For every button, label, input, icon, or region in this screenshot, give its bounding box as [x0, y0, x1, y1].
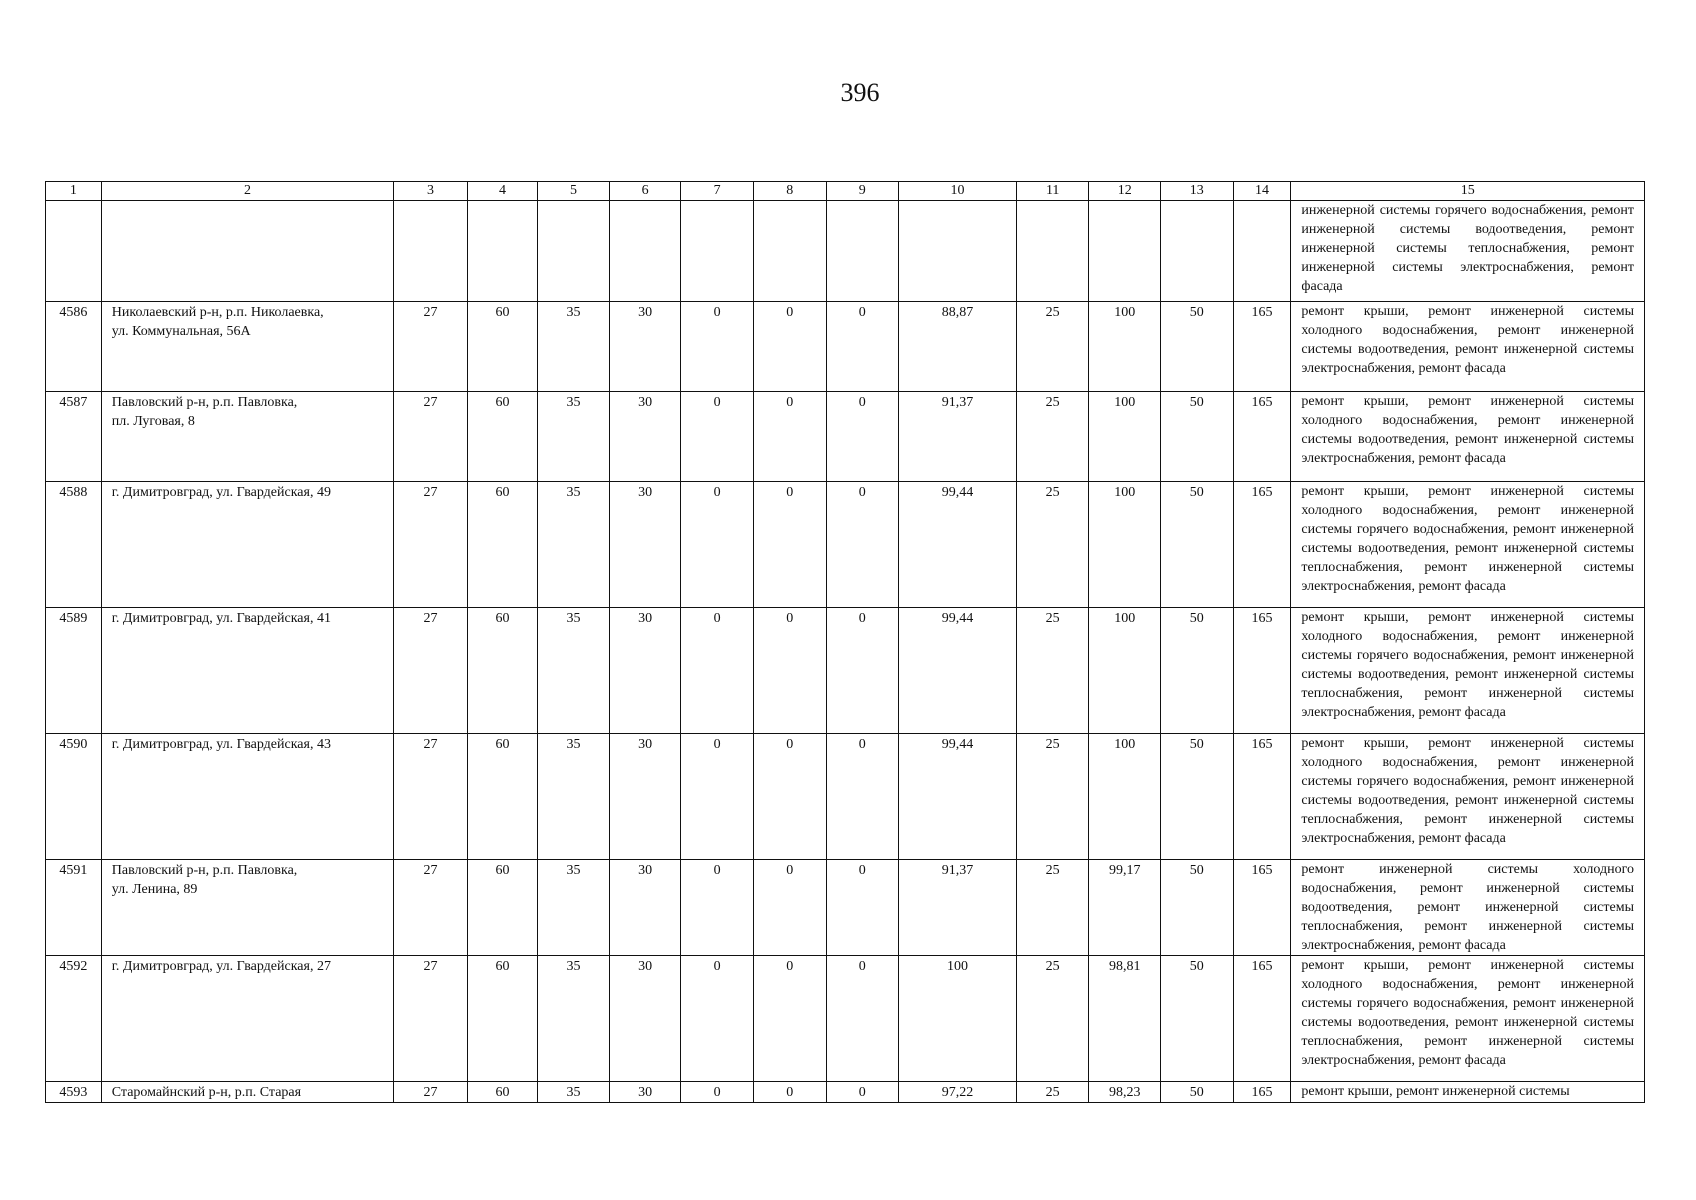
table-cell: [681, 302, 754, 392]
table-cell: [1233, 860, 1291, 956]
cell-value: 25: [1045, 305, 1060, 320]
cell-value: 97,22: [941, 1085, 974, 1100]
table-cell: [753, 956, 826, 1082]
cell-value: 165: [1251, 1085, 1273, 1100]
table-cell: [609, 860, 681, 956]
table-cell: [899, 302, 1017, 392]
cell-value: 88,87: [941, 305, 974, 320]
cell-value: 100: [1114, 611, 1136, 626]
table-cell: [1016, 201, 1089, 302]
table-cell: [46, 392, 102, 482]
table-cell: [609, 302, 681, 392]
cell-value: 165: [1251, 485, 1273, 500]
cell-value: 100: [1114, 305, 1136, 320]
table-cell: [1089, 956, 1161, 1082]
column-number-8: 8: [753, 182, 826, 201]
table-cell: [1016, 608, 1089, 734]
cell-value: 0: [713, 611, 721, 626]
address-cell: [101, 956, 393, 1082]
cell-value: 0: [713, 1085, 721, 1100]
address-cell: [101, 734, 393, 860]
address-cell: [101, 392, 393, 482]
table-cell: [681, 201, 754, 302]
table-cell: [1161, 201, 1234, 302]
work-description-cell: [1291, 392, 1645, 482]
cell-value: 30: [638, 611, 653, 626]
column-number-1: 1: [46, 182, 102, 201]
table-cell: [1089, 860, 1161, 956]
table-cell: [46, 1082, 102, 1103]
table-cell: [394, 956, 468, 1082]
table-cell: [1233, 392, 1291, 482]
cell-value: 100: [1114, 485, 1136, 500]
cell-value: 27: [423, 1085, 438, 1100]
cell-value: 60: [495, 959, 510, 974]
work-description-text: ремонт крыши, ремонт инженерной системы холодного водоснабжения, ремонт инженерной системы горячего водоснабжения, ремонт инженерной системы водоотведения, ремонт инженерной системы теплоснабжения, ремонт инженерной системы электроснабжения, ремонт фасада: [1301, 958, 1634, 1068]
cell-value: 50: [1189, 305, 1204, 320]
cell-value: 25: [1045, 1085, 1060, 1100]
table-cell: [826, 302, 899, 392]
table-cell: [899, 201, 1017, 302]
cell-value: 0: [786, 1085, 794, 1100]
table-cell: [681, 1082, 754, 1103]
cell-value: 0: [786, 485, 794, 500]
table-cell: [826, 482, 899, 608]
work-description-cell: [1291, 1082, 1645, 1103]
address-cell: [101, 608, 393, 734]
table-cell: [899, 482, 1017, 608]
work-description-text: ремонт крыши, ремонт инженерной системы холодного водоснабжения, ремонт инженерной системы горячего водоснабжения, ремонт инженерной системы водоотведения, ремонт инженерной системы теплоснабжения, ремонт инженерной системы электроснабжения, ремонт фасада: [1301, 484, 1634, 594]
cell-value: 0: [858, 305, 866, 320]
column-number-11: 11: [1016, 182, 1089, 201]
table-row: [46, 201, 1645, 302]
cell-value: 30: [638, 305, 653, 320]
cell-value: 50: [1189, 611, 1204, 626]
cell-value: 25: [1045, 863, 1060, 878]
table-cell: [538, 734, 610, 860]
column-number-5: 5: [538, 182, 610, 201]
table-row: [46, 392, 1645, 482]
table-cell: [681, 482, 754, 608]
table-body: [46, 201, 1645, 1103]
work-description-text: ремонт крыши, ремонт инженерной системы холодного водоснабжения, ремонт инженерной системы горячего водоснабжения, ремонт инженерной системы водоотведения, ремонт инженерной системы теплоснабжения, ремонт инженерной системы электроснабжения, ремонт фасада: [1301, 736, 1634, 846]
table-cell: [899, 956, 1017, 1082]
cell-value: 100: [946, 959, 968, 974]
table-cell: [899, 1082, 1017, 1103]
table-cell: [538, 302, 610, 392]
table-cell: [1089, 201, 1161, 302]
address-cell: [101, 482, 393, 608]
address-text: г. Димитровград, ул. Гвардейская, 43: [111, 737, 331, 752]
table-cell: [1161, 956, 1234, 1082]
cell-value: 165: [1251, 611, 1273, 626]
cell-value: 35: [566, 611, 581, 626]
work-description-text: ремонт крыши, ремонт инженерной системы холодного водоснабжения, ремонт инженерной системы водоотведения, ремонт инженерной системы электроснабжения, ремонт фасада: [1301, 304, 1634, 376]
column-number-3: 3: [394, 182, 468, 201]
table-cell: [467, 860, 537, 956]
table-cell: [467, 201, 537, 302]
table-cell: [46, 302, 102, 392]
table-cell: [394, 482, 468, 608]
table-row: [46, 860, 1645, 956]
work-description-cell: [1291, 482, 1645, 608]
cell-value: 30: [638, 395, 653, 410]
cell-value: 0: [713, 959, 721, 974]
cell-value: 99,17: [1108, 863, 1141, 878]
table-cell: [1089, 1082, 1161, 1103]
cell-value: 60: [495, 395, 510, 410]
table-cell: [394, 302, 468, 392]
table-cell: [609, 392, 681, 482]
table-cell: [609, 608, 681, 734]
table-cell: [826, 201, 899, 302]
table-cell: [1089, 734, 1161, 860]
table-cell: [826, 860, 899, 956]
cell-value: 30: [638, 485, 653, 500]
work-description-cell: [1291, 608, 1645, 734]
cell-value: 0: [786, 395, 794, 410]
table-cell: [753, 482, 826, 608]
cell-value: 35: [566, 305, 581, 320]
work-description-text: инженерной системы горячего водоснабжения, ремонт инженерной системы водоотведения, ремонт инженерной системы теплоснабжения, ремонт инженерной системы электроснабжения, ремонт фасада: [1301, 203, 1634, 294]
cell-value: 0: [786, 863, 794, 878]
table-cell: [394, 608, 468, 734]
table-cell: [609, 482, 681, 608]
table-cell: [394, 201, 468, 302]
table-cell: [1161, 608, 1234, 734]
address-cell: [101, 860, 393, 956]
cell-value: 165: [1251, 863, 1273, 878]
table-cell: [394, 734, 468, 860]
table-row: [46, 482, 1645, 608]
cell-value: 30: [638, 959, 653, 974]
cell-value: 27: [423, 611, 438, 626]
table-cell: [826, 956, 899, 1082]
cell-value: 91,37: [941, 395, 974, 410]
address-text: Николаевский р-н, р.п. Николаевка, ул. Коммунальная, 56А: [111, 305, 324, 339]
table-row: [46, 956, 1645, 1082]
cell-value: 91,37: [941, 863, 974, 878]
cell-value: 27: [423, 959, 438, 974]
column-number-10: 10: [899, 182, 1017, 201]
table-cell: [1233, 956, 1291, 1082]
table-cell: [467, 734, 537, 860]
table-cell: [1089, 392, 1161, 482]
table-cell: [753, 201, 826, 302]
cell-value: 50: [1189, 485, 1204, 500]
cell-value: 165: [1251, 959, 1273, 974]
table-cell: [538, 392, 610, 482]
work-description-cell: [1291, 734, 1645, 860]
table-row: [46, 1082, 1645, 1103]
column-number-12: 12: [1089, 182, 1161, 201]
address-text: Павловский р-н, р.п. Павловка, пл. Луговая, 8: [111, 395, 298, 429]
table-cell: [826, 392, 899, 482]
table-cell: [1233, 1082, 1291, 1103]
table-cell: [467, 608, 537, 734]
table-cell: [1161, 860, 1234, 956]
cell-value: 60: [495, 305, 510, 320]
cell-value: 35: [566, 395, 581, 410]
table-row: [46, 302, 1645, 392]
cell-value: 0: [713, 863, 721, 878]
table-cell: [1233, 482, 1291, 608]
table-cell: [394, 392, 468, 482]
table-cell: [681, 608, 754, 734]
table-cell: [46, 956, 102, 1082]
cell-value: 0: [786, 305, 794, 320]
work-description-cell: [1291, 956, 1645, 1082]
table-cell: [1233, 734, 1291, 860]
table-cell: [46, 482, 102, 608]
table-cell: [681, 860, 754, 956]
table-cell: [681, 734, 754, 860]
table-cell: [538, 608, 610, 734]
column-number-6: 6: [609, 182, 681, 201]
table-cell: [753, 860, 826, 956]
cell-value: 0: [786, 959, 794, 974]
table-cell: [1161, 482, 1234, 608]
table: [45, 181, 1645, 1103]
table-cell: [1016, 1082, 1089, 1103]
table-cell: [753, 608, 826, 734]
cell-value: 50: [1189, 737, 1204, 752]
cell-value: 4591: [59, 863, 88, 878]
cell-value: 4593: [59, 1085, 88, 1100]
table-cell: [826, 734, 899, 860]
table-cell: [467, 392, 537, 482]
table-cell: [1161, 1082, 1234, 1103]
cell-value: 0: [858, 1085, 866, 1100]
table-cell: [753, 734, 826, 860]
repair-program-table: [45, 181, 1645, 1103]
cell-value: 99,44: [941, 611, 974, 626]
cell-value: 98,23: [1108, 1085, 1141, 1100]
work-description-text: ремонт крыши, ремонт инженерной системы: [1301, 1084, 1570, 1099]
table-cell: [899, 608, 1017, 734]
cell-value: 30: [638, 863, 653, 878]
table-cell: [538, 1082, 610, 1103]
cell-value: 0: [858, 737, 866, 752]
cell-value: 0: [713, 485, 721, 500]
table-cell: [1161, 302, 1234, 392]
cell-value: 30: [638, 1085, 653, 1100]
table-cell: [467, 1082, 537, 1103]
work-description-text: ремонт крыши, ремонт инженерной системы холодного водоснабжения, ремонт инженерной системы водоотведения, ремонт инженерной системы электроснабжения, ремонт фасада: [1301, 394, 1634, 466]
cell-value: 35: [566, 863, 581, 878]
table-cell: [1016, 956, 1089, 1082]
table-row: [46, 734, 1645, 860]
cell-value: 35: [566, 485, 581, 500]
cell-value: 0: [858, 485, 866, 500]
table-cell: [1089, 608, 1161, 734]
table-cell: [1089, 482, 1161, 608]
table-cell: [1161, 392, 1234, 482]
cell-value: 0: [786, 737, 794, 752]
cell-value: 0: [858, 863, 866, 878]
cell-value: 0: [858, 959, 866, 974]
table-cell: [467, 482, 537, 608]
table-cell: [1016, 392, 1089, 482]
table-cell: [609, 201, 681, 302]
cell-value: 0: [713, 305, 721, 320]
work-description-cell: [1291, 201, 1645, 302]
cell-value: 27: [423, 485, 438, 500]
cell-value: 35: [566, 737, 581, 752]
address-text: г. Димитровград, ул. Гвардейская, 49: [111, 485, 331, 500]
cell-value: 4587: [59, 395, 88, 410]
work-description-text: ремонт инженерной системы холодного водоснабжения, ремонт инженерной системы водоотведения, ремонт инженерной системы теплоснабжения, ремонт инженерной системы электроснабжения, ремонт фасада: [1301, 862, 1634, 953]
table-cell: [609, 1082, 681, 1103]
cell-value: 25: [1045, 485, 1060, 500]
table-cell: [1233, 201, 1291, 302]
column-number-row: [46, 182, 1645, 201]
column-number-14: 14: [1233, 182, 1291, 201]
table-row: [46, 608, 1645, 734]
cell-value: 4592: [59, 959, 88, 974]
table-cell: [538, 482, 610, 608]
cell-value: 4590: [59, 737, 88, 752]
column-number-4: 4: [467, 182, 537, 201]
work-description-cell: [1291, 302, 1645, 392]
cell-value: 60: [495, 737, 510, 752]
table-cell: [899, 860, 1017, 956]
table-cell: [753, 392, 826, 482]
table-cell: [826, 608, 899, 734]
cell-value: 4588: [59, 485, 88, 500]
cell-value: 25: [1045, 737, 1060, 752]
cell-value: 60: [495, 611, 510, 626]
table-cell: [1233, 302, 1291, 392]
table-cell: [1016, 860, 1089, 956]
cell-value: 4586: [59, 305, 88, 320]
column-number-15: 15: [1291, 182, 1645, 201]
table-cell: [394, 1082, 468, 1103]
table-cell: [538, 201, 610, 302]
cell-value: 50: [1189, 959, 1204, 974]
cell-value: 0: [858, 611, 866, 626]
cell-value: 27: [423, 737, 438, 752]
cell-value: 0: [713, 395, 721, 410]
work-description-text: ремонт крыши, ремонт инженерной системы холодного водоснабжения, ремонт инженерной системы горячего водоснабжения, ремонт инженерной системы водоотведения, ремонт инженерной системы теплоснабжения, ремонт инженерной системы электроснабжения, ремонт фасада: [1301, 610, 1634, 720]
page-number: 396: [840, 78, 880, 107]
table-cell: [46, 201, 102, 302]
cell-value: 0: [786, 611, 794, 626]
cell-value: 50: [1189, 395, 1204, 410]
cell-value: 25: [1045, 959, 1060, 974]
table-cell: [394, 860, 468, 956]
cell-value: 27: [423, 395, 438, 410]
address-cell: [101, 302, 393, 392]
table-cell: [899, 392, 1017, 482]
table-cell: [1016, 482, 1089, 608]
table-cell: [899, 734, 1017, 860]
cell-value: 0: [713, 737, 721, 752]
cell-value: 50: [1189, 1085, 1204, 1100]
address-text: Павловский р-н, р.п. Павловка, ул. Ленина, 89: [111, 863, 298, 897]
work-description-cell: [1291, 860, 1645, 956]
address-text: г. Димитровград, ул. Гвардейская, 27: [111, 959, 331, 974]
cell-value: 35: [566, 959, 581, 974]
table-header: [46, 182, 1645, 201]
table-cell: [681, 956, 754, 1082]
cell-value: 27: [423, 305, 438, 320]
table-cell: [609, 734, 681, 860]
table-cell: [753, 302, 826, 392]
table-cell: [1233, 608, 1291, 734]
cell-value: 100: [1114, 395, 1136, 410]
table-cell: [46, 608, 102, 734]
table-cell: [1161, 734, 1234, 860]
table-cell: [467, 302, 537, 392]
cell-value: 27: [423, 863, 438, 878]
cell-value: 60: [495, 863, 510, 878]
cell-value: 165: [1251, 737, 1273, 752]
table-cell: [609, 956, 681, 1082]
cell-value: 98,81: [1108, 959, 1141, 974]
table-cell: [538, 956, 610, 1082]
cell-value: 60: [495, 485, 510, 500]
table-cell: [46, 734, 102, 860]
cell-value: 4589: [59, 611, 88, 626]
address-text: Старомайнский р-н, р.п. Старая: [111, 1085, 302, 1100]
cell-value: 25: [1045, 395, 1060, 410]
address-cell: [101, 201, 393, 302]
cell-value: 50: [1189, 863, 1204, 878]
column-number-2: 2: [101, 182, 393, 201]
cell-value: 99,44: [941, 485, 974, 500]
address-text: г. Димитровград, ул. Гвардейская, 41: [111, 611, 331, 626]
table-cell: [1016, 302, 1089, 392]
cell-value: 100: [1114, 737, 1136, 752]
table-cell: [826, 1082, 899, 1103]
cell-value: 165: [1251, 305, 1273, 320]
table-cell: [753, 1082, 826, 1103]
table-cell: [538, 860, 610, 956]
cell-value: 35: [566, 1085, 581, 1100]
address-cell: [101, 1082, 393, 1103]
cell-value: 0: [858, 395, 866, 410]
column-number-13: 13: [1161, 182, 1234, 201]
cell-value: 165: [1251, 395, 1273, 410]
column-number-9: 9: [826, 182, 899, 201]
column-number-7: 7: [681, 182, 754, 201]
table-cell: [46, 860, 102, 956]
table-cell: [1016, 734, 1089, 860]
cell-value: 60: [495, 1085, 510, 1100]
cell-value: 25: [1045, 611, 1060, 626]
cell-value: 30: [638, 737, 653, 752]
table-cell: [1089, 302, 1161, 392]
table-cell: [467, 956, 537, 1082]
cell-value: 99,44: [941, 737, 974, 752]
table-cell: [681, 392, 754, 482]
